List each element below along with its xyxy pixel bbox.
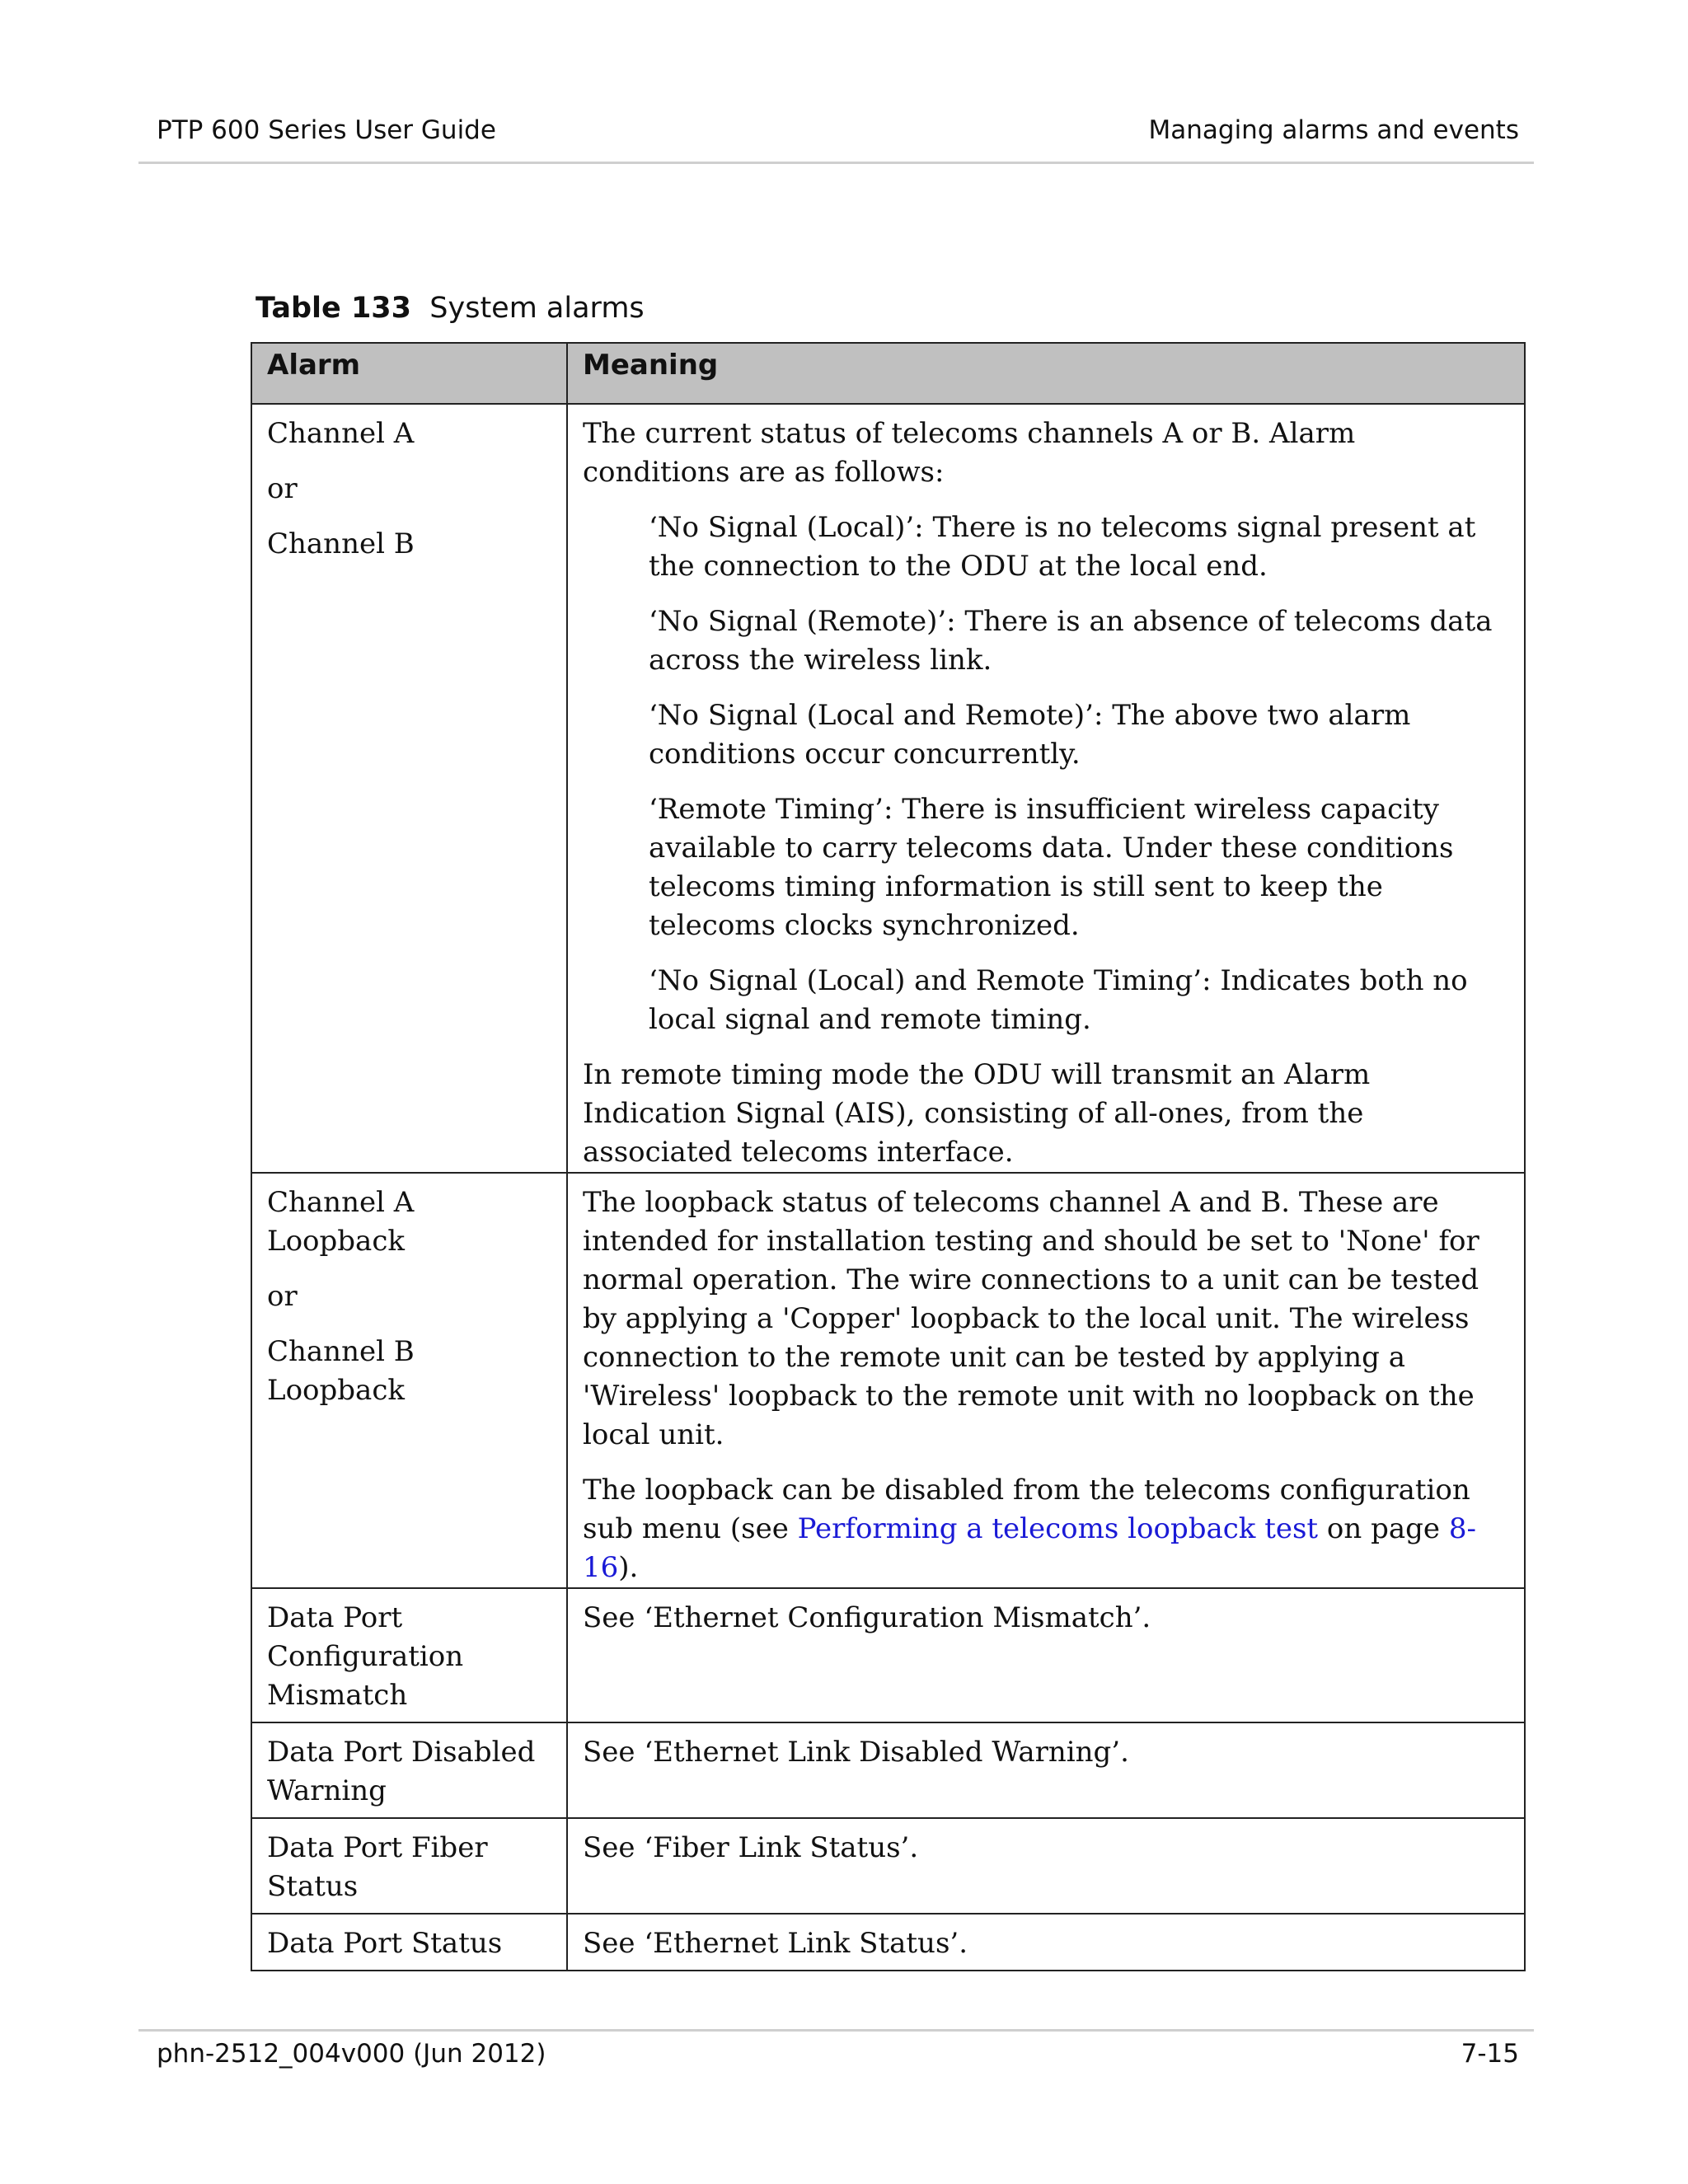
meaning-cell	[567, 1914, 1525, 1971]
condition-item: ‘Remote Timing’: There is insufficient wireless capacity available to carry telecoms data. Under these conditions telecoms timing information is still sent to keep the telecoms clocks synchronized.	[649, 793, 1454, 942]
alarm-cell	[251, 1914, 567, 1971]
document-reference: phn-2512_004v000 (Jun 2012)	[157, 2039, 546, 2069]
table-caption-title: System alarms	[429, 292, 645, 325]
alarm-cell	[251, 1173, 567, 1588]
table-row	[251, 1722, 1525, 1818]
meaning-text: ).	[618, 1551, 639, 1584]
meaning-cell	[567, 1173, 1525, 1588]
condition-item: ‘No Signal (Local and Remote)’: The above two alarm conditions occur concurrently.	[649, 699, 1411, 771]
alarm-name: Data Port Disabled Warning	[267, 1736, 536, 1807]
alarm-cell	[251, 404, 567, 1173]
table-row	[251, 1914, 1525, 1971]
alarm-cell	[251, 1722, 567, 1818]
alarm-connector: or	[267, 472, 298, 505]
condition-item: ‘No Signal (Local) and Remote Timing’: Indicates both no local signal and remote timing.	[649, 964, 1468, 1036]
alarm-cell	[251, 1588, 567, 1722]
alarm-name: Channel B Loopback	[267, 1335, 415, 1407]
table-row	[251, 404, 1525, 1173]
condition-item: ‘No Signal (Local)’: There is no telecoms signal present at the connection to the ODU at the local end.	[649, 511, 1476, 583]
table-caption-number: Table 133	[256, 292, 412, 325]
alarm-name: Data Port Fiber Status	[267, 1831, 488, 1903]
meaning-cell	[567, 1588, 1525, 1722]
meaning-text: See ‘Ethernet Link Disabled Warning’.	[583, 1736, 1129, 1769]
table-row	[251, 1818, 1525, 1914]
table-row	[251, 1173, 1525, 1588]
alarm-name: Channel A	[267, 417, 415, 450]
meaning-cell	[567, 1818, 1525, 1914]
meaning-cell	[567, 404, 1525, 1173]
meaning-text: on page	[1318, 1512, 1449, 1545]
alarm-name: Channel A Loopback	[267, 1186, 415, 1258]
condition-item: ‘No Signal (Remote)’: There is an absence of telecoms data across the wireless link.	[649, 605, 1493, 677]
meaning-cell	[567, 1722, 1525, 1818]
alarm-name: Data Port Configuration Mismatch	[267, 1601, 464, 1712]
alarm-name: Data Port Status	[267, 1927, 503, 1960]
page-reference-link[interactable]: 8-16	[583, 1512, 1476, 1584]
running-header-section: Managing alarms and events	[1148, 115, 1519, 145]
meaning-intro: The current status of telecoms channels A or B. Alarm conditions are as follows:	[583, 417, 1356, 489]
loopback-test-link[interactable]: Performing a telecoms loopback test	[797, 1512, 1319, 1545]
page-number: 7-15	[1461, 2039, 1519, 2069]
alarm-name: Channel B	[267, 527, 415, 560]
alarm-connector: or	[267, 1280, 298, 1313]
meaning-text: See ‘Ethernet Link Status’.	[583, 1927, 968, 1960]
column-header-alarm: Alarm	[251, 343, 567, 404]
header-rule	[138, 162, 1534, 164]
running-header-title: PTP 600 Series User Guide	[157, 115, 496, 145]
table-header-row	[251, 343, 1525, 404]
meaning-text: The loopback can be disabled from the telecoms configuration sub menu (see	[583, 1474, 1470, 1545]
column-header-meaning: Meaning	[567, 343, 1525, 404]
meaning-text: See ‘Ethernet Configuration Mismatch’.	[583, 1601, 1151, 1634]
system-alarms-table	[251, 342, 1526, 1971]
table-row	[251, 1588, 1525, 1722]
meaning-paragraph: The loopback status of telecoms channel A and B. These are intended for installation testing and should be set to 'None' for normal operation. The wire connections to a unit can be tested by applying a 'Copper' loopback to the local unit. The wireless connection to the remote unit can be tested by applying a 'Wireless' loopback to the remote unit with no loopback on the local unit.	[583, 1186, 1479, 1451]
meaning-paragraph	[583, 1471, 1511, 1587]
meaning-text: See ‘Fiber Link Status’.	[583, 1831, 919, 1864]
footer-rule	[138, 2029, 1534, 2032]
alarm-cell	[251, 1818, 567, 1914]
meaning-outro: In remote timing mode the ODU will transmit an Alarm Indication Signal (AIS), consisting of all-ones, from the associated telecoms interface.	[583, 1058, 1371, 1169]
table-caption	[256, 292, 645, 325]
